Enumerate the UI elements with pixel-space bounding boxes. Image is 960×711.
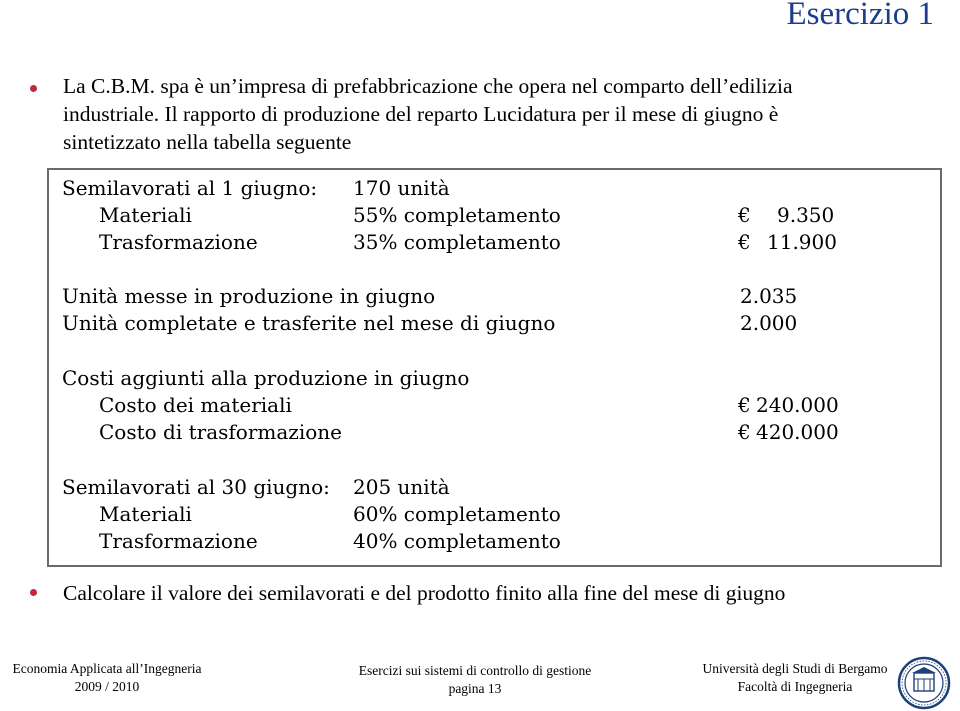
started-label: Unità messe in produzione in giugno: [62, 284, 436, 308]
footer-topic-name: Esercizi sui sistemi di controllo di gestione: [358, 663, 592, 678]
slide-title: Esercizio 1: [786, 0, 934, 32]
completed-label: Unità completate e trasferite nel mese di giugno: [62, 311, 556, 335]
opening-label: Semilavorati al 1 giugno:: [62, 176, 318, 200]
euro-sign: €: [738, 393, 751, 417]
closing-trasf-label: Trasformazione: [99, 529, 258, 553]
costs-trasf-value: 420.000: [756, 420, 839, 444]
costs-materiali-value: 240.000: [756, 393, 839, 417]
footer-course-name: Economia Applicata all’Ingegneria: [12, 661, 202, 676]
intro-paragraph: [63, 72, 923, 156]
opening-trasf-pct: 35% completamento: [353, 230, 561, 254]
closing-trasf-pct: 40% completamento: [353, 529, 561, 553]
opening-trasf-value: 11.900: [767, 230, 837, 254]
intro-line: industriale. Il rapporto di produzione del reparto Lucidatura per il mese di giugno è: [63, 102, 779, 126]
costs-header: Costi aggiunti alla produzione in giugno: [62, 366, 470, 390]
euro-sign: €: [738, 420, 751, 444]
footer-faculty: Facoltà di Ingegneria: [737, 679, 853, 694]
footer-university: [690, 660, 900, 696]
opening-units: 170 unità: [353, 176, 450, 200]
started-value: 2.035: [740, 284, 798, 308]
opening-materiali-pct: 55% completamento: [353, 203, 561, 227]
footer-page: pagina 13: [448, 681, 502, 696]
costs-trasf-label: Costo di trasformazione: [99, 420, 342, 444]
opening-trasf-label: Trasformazione: [99, 230, 258, 254]
completed-value: 2.000: [740, 311, 798, 335]
bullet-icon: [30, 589, 37, 596]
intro-line: sintetizzato nella tabella seguente: [63, 130, 352, 154]
euro-sign: €: [738, 230, 751, 254]
footer-topic: [340, 662, 610, 698]
euro-sign: €: [738, 203, 751, 227]
intro-line: La C.B.M. spa è un’impresa di prefabbricazione che opera nel comparto dell’edilizia: [63, 74, 793, 98]
opening-materiali-label: Materiali: [99, 203, 192, 227]
closing-materiali-pct: 60% completamento: [353, 502, 561, 526]
closing-materiali-label: Materiali: [99, 502, 192, 526]
opening-materiali-value: 9.350: [777, 203, 835, 227]
university-seal-icon: [896, 656, 952, 710]
costs-materiali-label: Costo dei materiali: [99, 393, 292, 417]
bullet-icon: [30, 85, 37, 92]
footer-year: 2009 / 2010: [74, 679, 140, 694]
closing-label: Semilavorati al 30 giugno:: [62, 475, 330, 499]
footer-university-name: Università degli Studi di Bergamo: [702, 661, 888, 676]
closing-units: 205 unità: [353, 475, 450, 499]
task-text: Calcolare il valore dei semilavorati e del prodotto finito alla fine del mese di giugno: [63, 581, 786, 605]
footer-course: [0, 660, 214, 696]
